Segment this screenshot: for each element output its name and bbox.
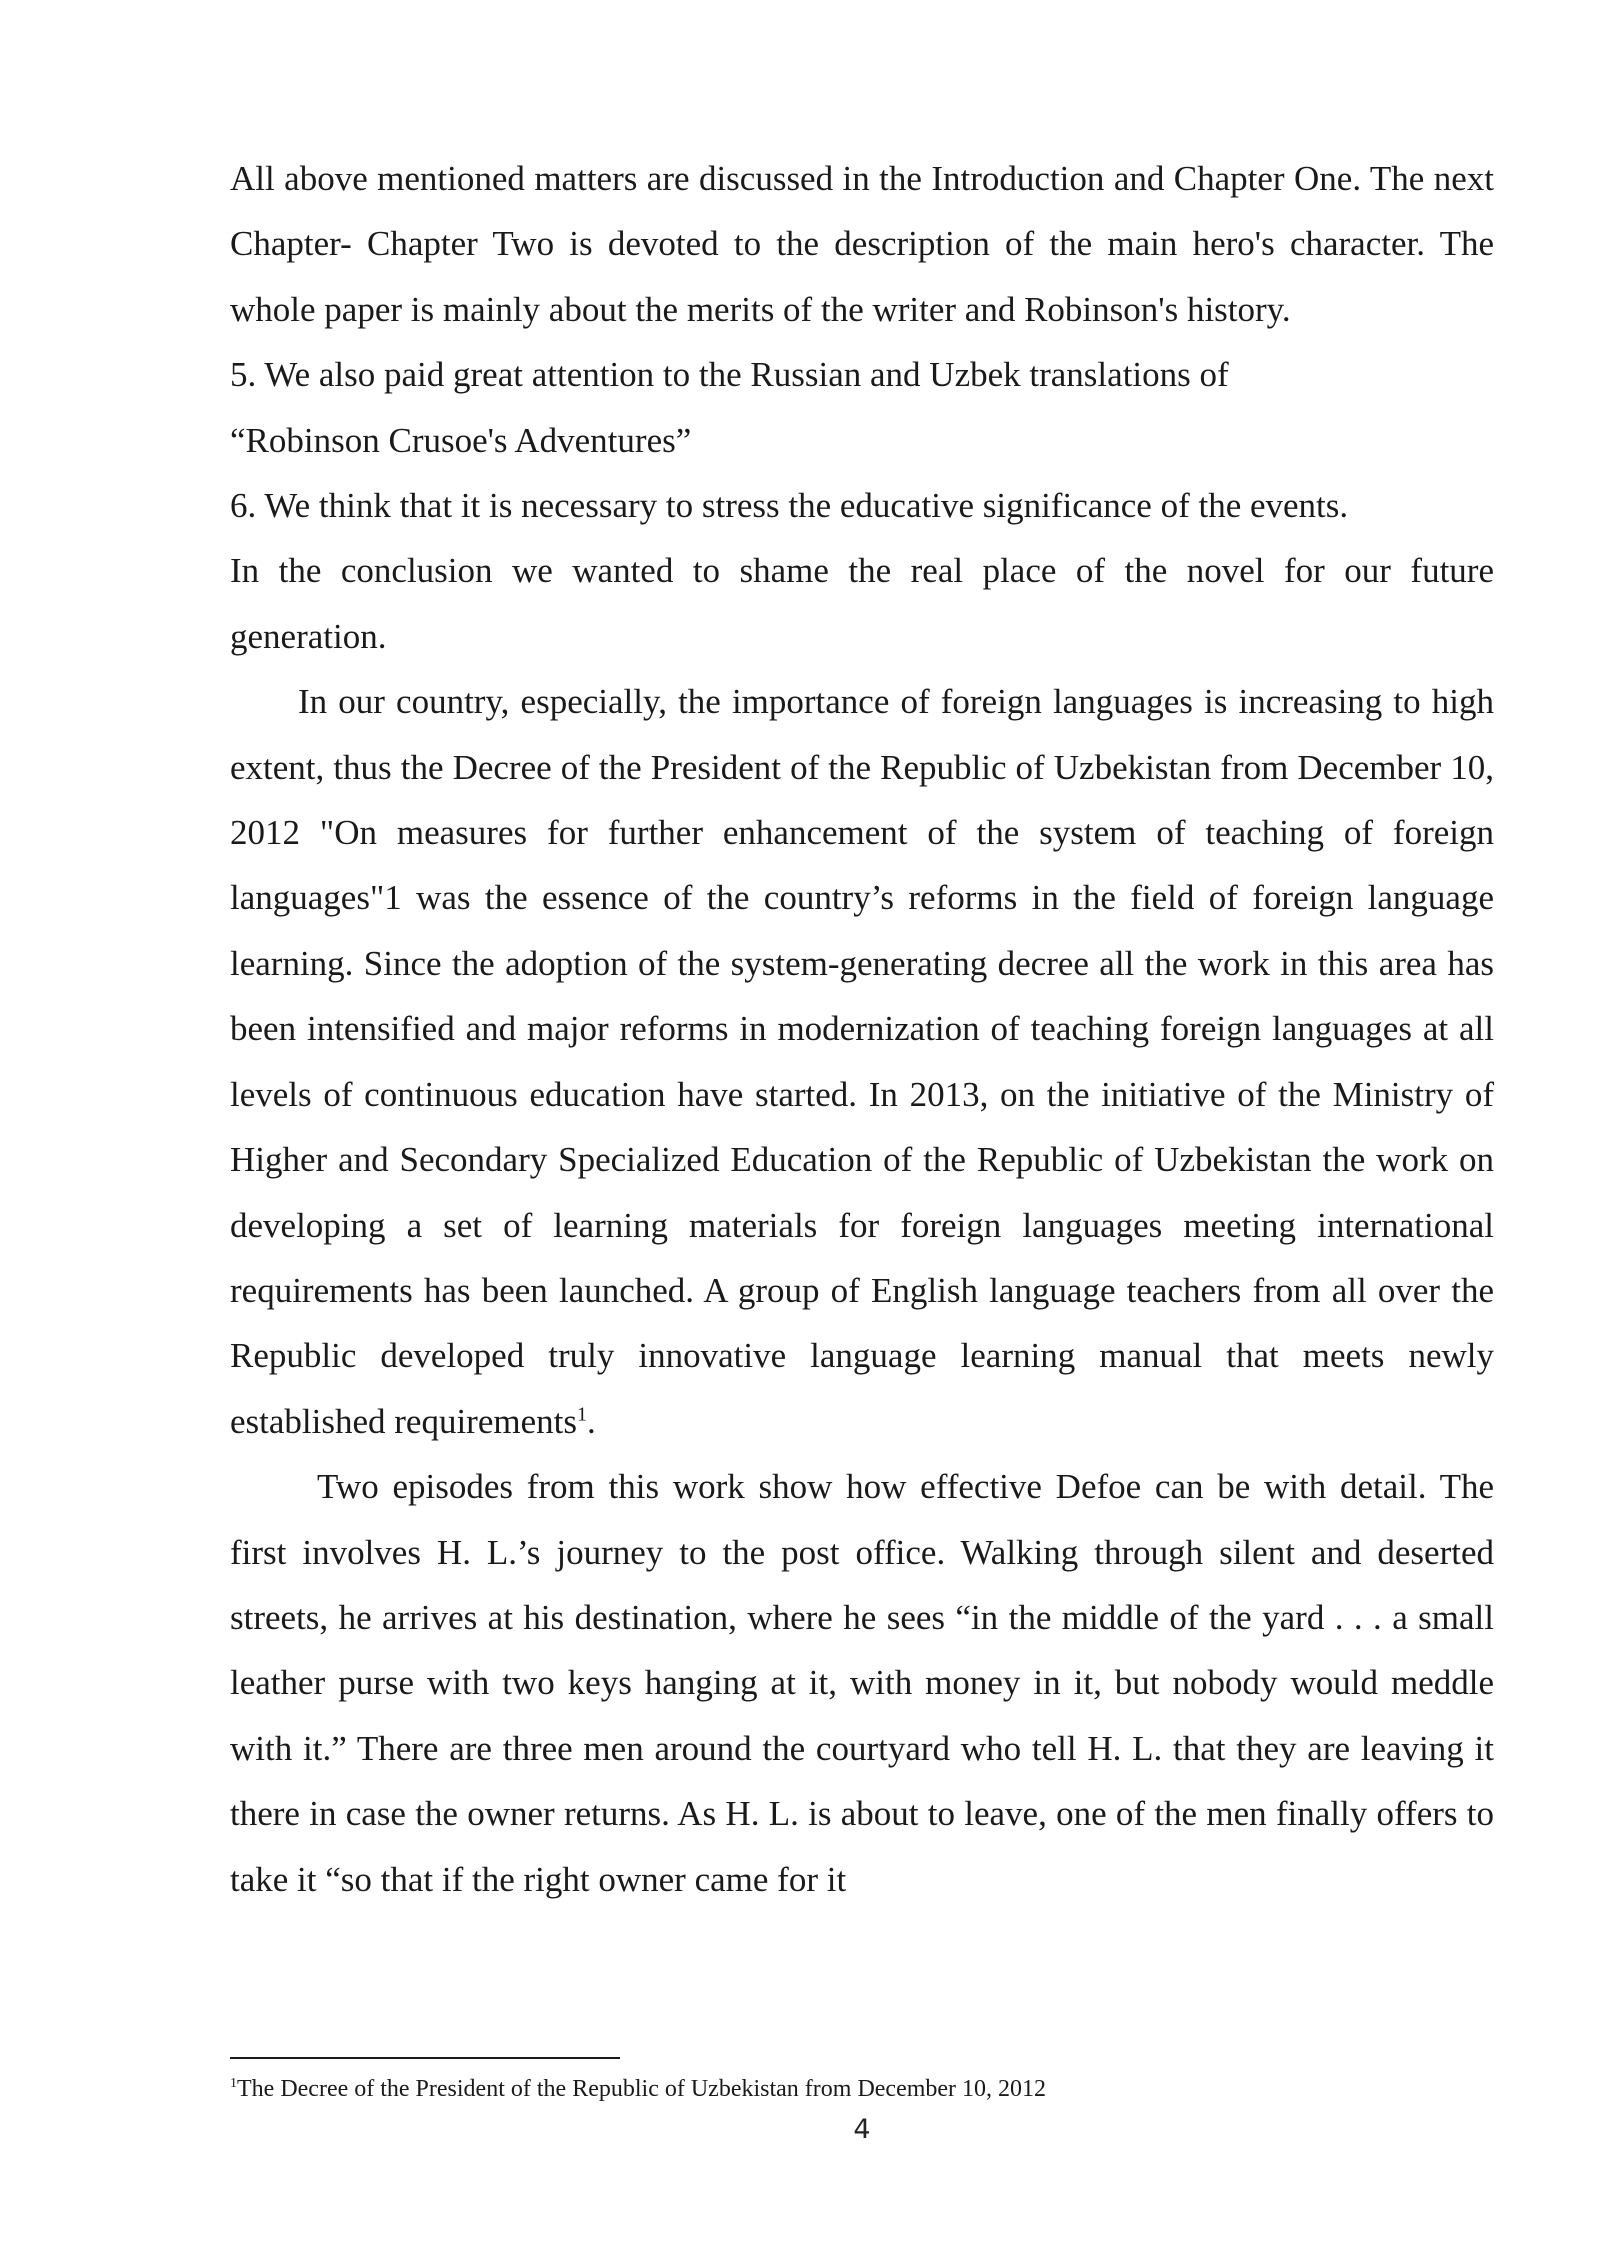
paragraph-episodes: Two episodes from this work show how effective Defoe can be with detail. The first involves H. L.’s journey to the post office. Walking through silent and deserted streets, he arrives at his destination, where he sees “in the middle of the yard . . . a small leather purse with two keys hanging at it, with money in it, but nobody would meddle with it.” There are three men around the courtyard who tell H. L. that they are leaving it there in case the owner returns. As H. L. is about to leave, one of the men finally offers to take it “so that if the right owner came for it (230, 1467, 1494, 1899)
footnote-divider (230, 2057, 620, 2059)
paragraph-decree (230, 669, 1494, 1454)
paragraph-conclusion: In the conclusion we wanted to shame the real place of the novel for our future generation. (230, 551, 1494, 656)
page-number: 4 (853, 2114, 871, 2145)
footnote-text: The Decree of the President of the Republic of Uzbekistan from December 10, 2012 (237, 2076, 1047, 2102)
paragraph-intro: All above mentioned matters are discussed in the Introduction and Chapter One. The next Chapter- Chapter Two is devoted to the description of the main hero's character. The whole paper is mainly about the merits of the writer and Robinson's history. (230, 159, 1494, 329)
footnote-reference: 1 (576, 1403, 587, 1426)
paragraph-item-6: 6. We think that it is necessary to stress the educative significance of the events. (230, 486, 1349, 526)
paragraph-decree-text: In our country, especially, the importance of foreign languages is increasing to high extent, thus the Decree of the President of the Republic of Uzbekistan from December 10, 2012 "On measures for further enhancement of the system of teaching of foreign languages"1 was the essence of the country’s reforms in the field of foreign language learning. Since the adoption of the system-generating decree all the work in this area has been intensified and major reforms in modernization of teaching foreign languages at all levels of continuous education have started. In 2013, on the initiative of the Ministry of Higher and Secondary Specialized Education of the Republic of Uzbekistan the work on developing a set of learning materials for foreign languages meeting international requirements has been launched. A group of English language teachers from all over the Republic developed truly innovative language learning manual that meets newly established requirements (230, 682, 1494, 1441)
footnote (230, 2074, 1494, 2104)
body-text (230, 146, 1494, 1912)
footnote-marker: 1 (230, 2076, 237, 2091)
paragraph-book-title: “Robinson Crusoe's Adventures” (230, 420, 692, 460)
paragraph-decree-end: . (586, 1401, 596, 1441)
paragraph-item-5: 5. We also paid great attention to the Russian and Uzbek translations of (230, 355, 1229, 395)
